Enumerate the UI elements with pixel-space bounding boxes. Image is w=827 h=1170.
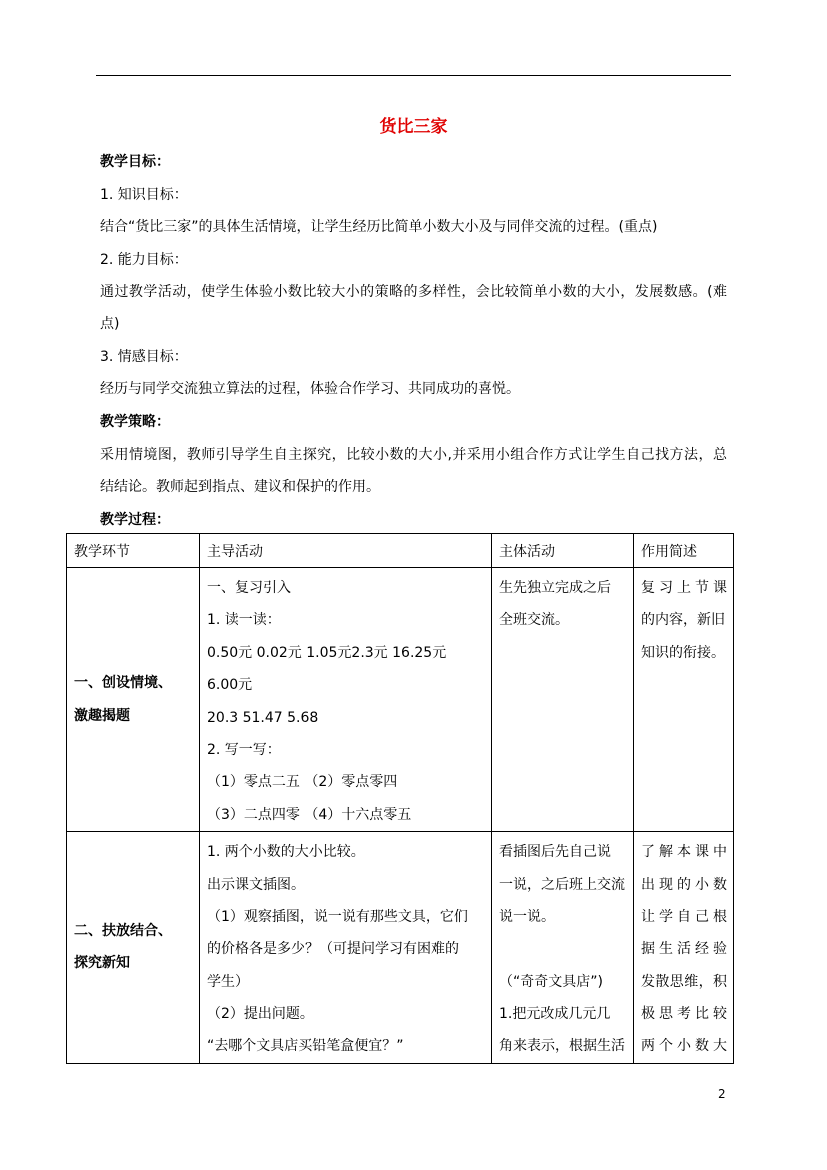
row1-lead-line: （3）二点四零 （4）十六点零五 <box>207 806 412 823</box>
table-header-row <box>67 534 734 568</box>
row2-student-line: 一说，之后班上交流 <box>499 876 625 893</box>
row2-lead-line: 出示课文插图。 <box>207 876 305 893</box>
emotion-label: 3. 情感目标： <box>100 349 188 365</box>
row2-purpose-line: 发散思维，积 <box>641 973 727 990</box>
strategy-heading: 教学策略： <box>100 414 170 430</box>
stage-1-line2: 激趣揭题 <box>74 707 130 724</box>
objectives-heading: 教学目标： <box>100 154 170 170</box>
row1-purpose-line: 复习上节课 <box>641 580 727 596</box>
header-purpose: 作用简述 <box>641 544 697 560</box>
header-lead-activity: 主导活动 <box>207 544 263 560</box>
row2-purpose-line: 出现的小数 <box>641 876 727 893</box>
row1-lead-line: 20.3 51.47 5.68 <box>207 709 319 726</box>
row2-student-line: 1.把元改成几元几 <box>499 1006 611 1023</box>
ability-label: 2. 能力目标： <box>100 252 188 268</box>
row1-lead-line: 一、复习引入 <box>207 580 291 596</box>
row1-student-line: 全班交流。 <box>499 612 569 629</box>
stage-1-line1: 一、创设情境、 <box>74 675 172 692</box>
row2-lead-line: 的价格各是多少？（可提问学习有困难的 <box>207 941 459 958</box>
row2-purpose-line: 让学自己根 <box>641 908 727 925</box>
page-number: 2 <box>718 1087 726 1101</box>
row2-purpose-line: 两个小数大 <box>641 1038 727 1055</box>
row1-student-line: 生先独立完成之后 <box>499 580 611 596</box>
ability-text-line2: 点) <box>100 316 120 332</box>
row1-lead-line: 0.50元 0.02元 1.05元2.3元 16.25元 <box>207 644 447 661</box>
row2-student-line: （“奇奇文具店”) <box>499 973 603 990</box>
table-row <box>67 568 734 832</box>
strategy-text-line2: 结结论。教师起到指点、建议和保护的作用。 <box>100 479 380 495</box>
row1-lead-line: （1）零点二五 （2）零点零四 <box>207 774 398 791</box>
process-table <box>66 533 734 1064</box>
row2-student-line: 说一说。 <box>499 908 555 925</box>
row1-lead-line: 2. 写一写： <box>207 741 281 758</box>
header-rule <box>96 75 731 76</box>
emotion-text: 经历与同学交流独立算法的过程，体验合作学习、共同成功的喜悦。 <box>100 381 520 397</box>
row2-student-line <box>499 933 627 965</box>
row2-student-line: 看插图后先自己说 <box>499 844 611 861</box>
row1-lead-line: 1. 读一读： <box>207 612 281 629</box>
row2-lead-line: 学生） <box>207 973 249 990</box>
row2-lead-line: （2）提出问题。 <box>207 1006 314 1023</box>
header-stage: 教学环节 <box>74 544 130 560</box>
row2-purpose-line: 了解本课中 <box>641 844 727 861</box>
strategy-text-line1: 采用情境图，教师引导学生自主探究，比较小数的大小,并采用小组合作方式让学生自己找方法，总 <box>100 447 727 463</box>
document-title: 货比三家 <box>379 117 448 137</box>
row1-purpose-line: 的内容，新旧 <box>641 612 725 629</box>
stage-2-line1: 二、扶放结合、 <box>74 923 172 940</box>
row2-lead-line: 1. 两个小数的大小比较。 <box>207 844 365 861</box>
ability-text-line1: 通过教学活动，使学生体验小数比较大小的策略的多样性，会比较简单小数的大小，发展数感。(难 <box>100 284 727 300</box>
row2-lead-line: （1）观察插图，说一说有那些文具，它们 <box>207 908 468 925</box>
row2-student-line: 角来表示，根据生活 <box>499 1038 625 1055</box>
knowledge-label: 1. 知识目标： <box>100 187 188 203</box>
knowledge-text: 结合“货比三家”的具体生活情境，让学生经历比简单小数大小及与同伴交流的过程。(重点) <box>100 219 658 235</box>
row2-purpose-line: 极思考比较 <box>641 1006 727 1023</box>
table-row <box>67 832 734 1064</box>
row2-purpose-line: 据生活经验 <box>641 941 727 958</box>
process-heading: 教学过程： <box>100 512 170 528</box>
stage-2-line2: 探究新知 <box>74 955 130 972</box>
row1-lead-line: 6.00元 <box>207 677 253 694</box>
header-student-activity: 主体活动 <box>499 544 555 560</box>
row2-lead-line: “去哪个文具店买铅笔盒便宜？” <box>207 1038 404 1055</box>
row1-purpose-line: 知识的衔接。 <box>641 644 725 661</box>
